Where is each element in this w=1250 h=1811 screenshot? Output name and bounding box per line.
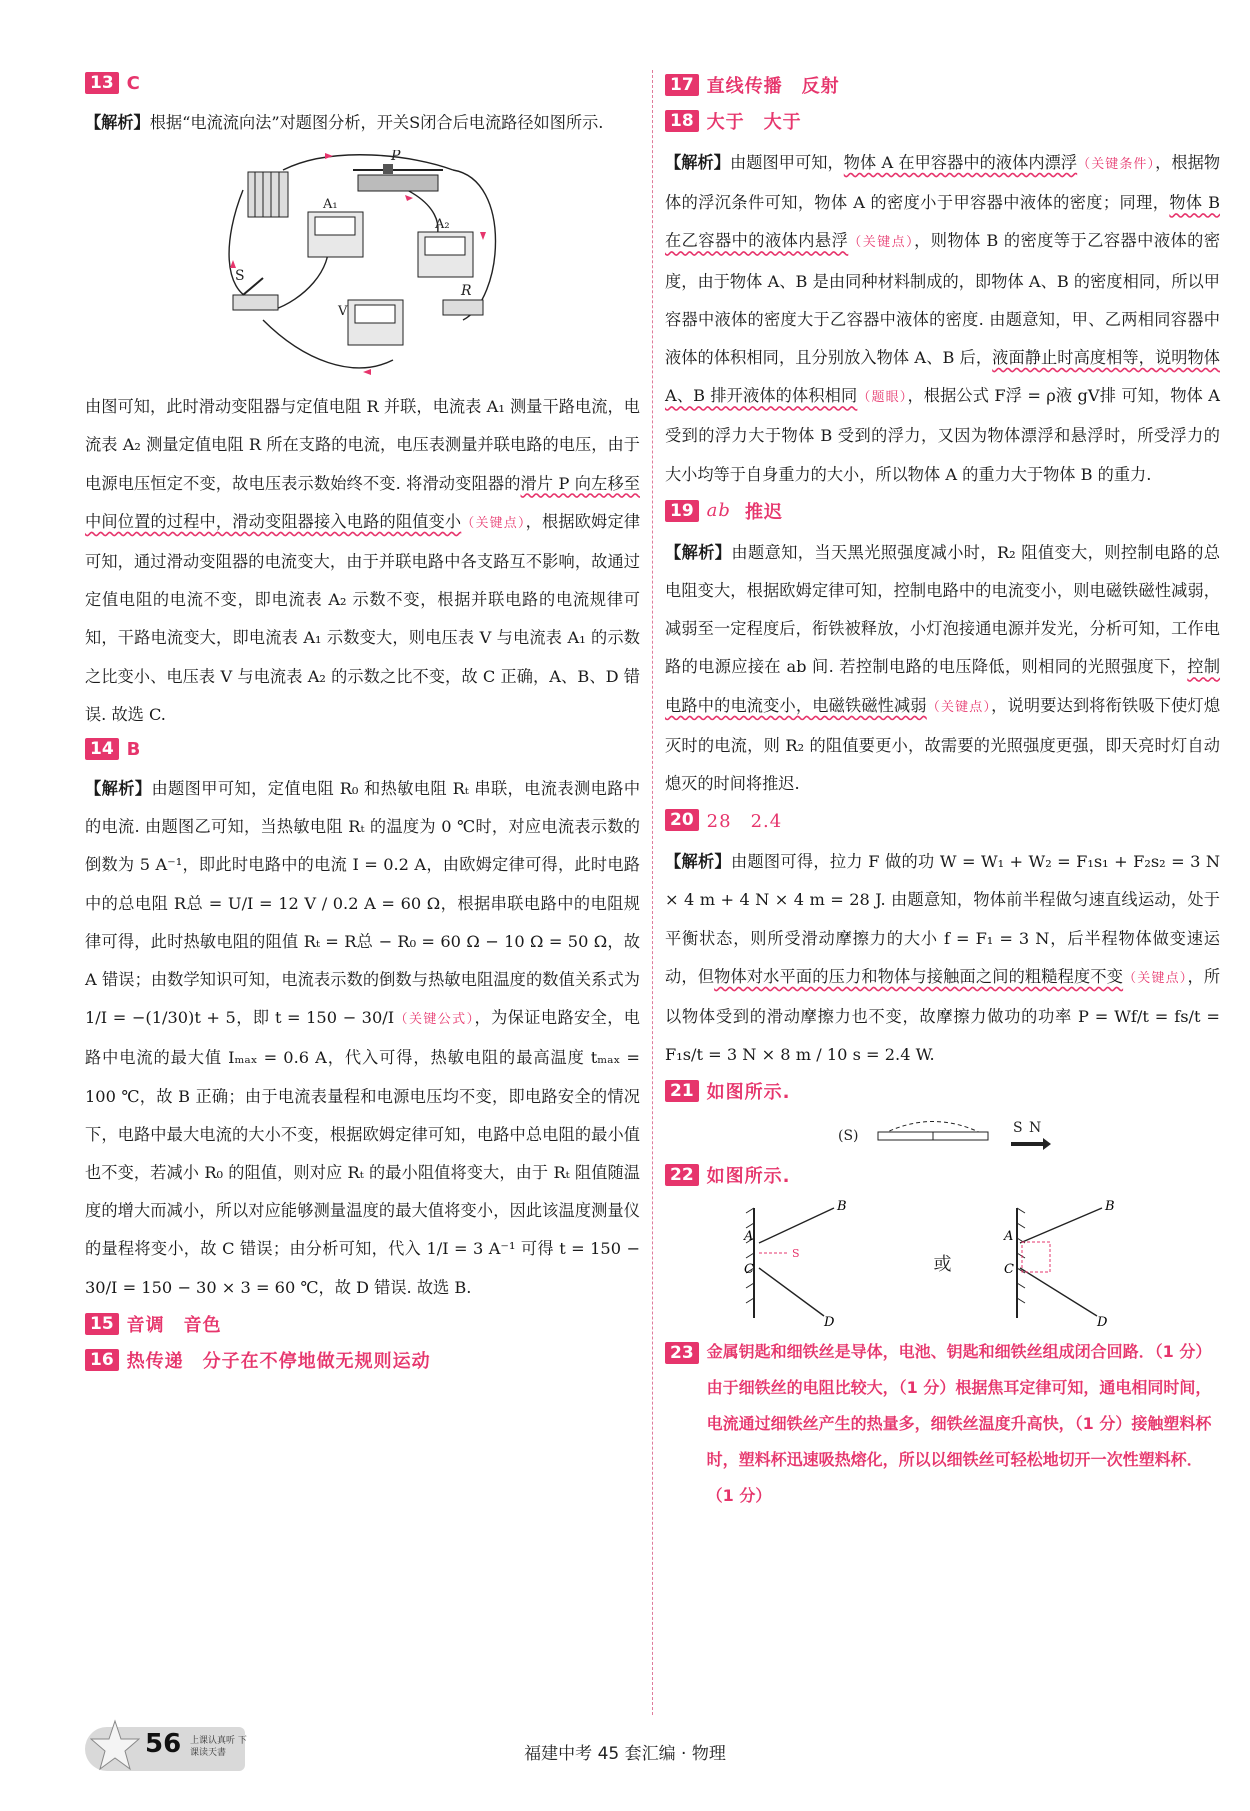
answer: 大于 大于 <box>706 112 802 133</box>
q19-analysis: 【解析】由题意知，当天黑光照强度减小时，R₂ 阻值变大，则控制电路的总电阻变大，根据欧姆定律可知，控制电路中的电流变小，则电磁铁磁性减弱，减弱至一定程度后，衔铁被释放，小灯泡接通电源并发光，分析可知，工作电路的电源应接在 ab 间. 若控制电路的电压降低，则相同的光照强度下，控制电路中的电流变小，电磁铁磁性减弱（关键点），说明要达到将衔铁吸下使灯熄灭时的电流，则 R₂ 的阻值要更小，故需要的光照强度更强，即天亮时灯自动熄灭的时间将推迟. <box>665 542 1221 794</box>
label-d: D <box>823 1315 834 1329</box>
label-c: C <box>743 1262 754 1278</box>
slogan: 上课认真听 下课读天書 <box>190 1736 247 1758</box>
circuit-diagram <box>213 150 513 380</box>
rheostat-icon <box>353 164 443 191</box>
q13-intro: 【解析】根据“电流流向法”对题图分析，开关S闭合后电流路径如图所示. <box>85 113 604 132</box>
question-20-header <box>665 807 1220 833</box>
magnet-diagram <box>833 1114 1053 1154</box>
page-number: 56 <box>145 1729 182 1759</box>
question-number: 14 <box>85 738 119 760</box>
label-b: B <box>1104 1199 1115 1215</box>
label-a: A <box>1003 1229 1013 1245</box>
question-15-header <box>85 1311 640 1337</box>
left-column <box>85 70 640 1383</box>
question-number: 20 <box>665 809 699 831</box>
question-23 <box>665 1334 1220 1514</box>
label-c: C <box>1003 1262 1014 1278</box>
label-s: S <box>234 268 245 285</box>
ammeter-a2-icon <box>418 232 473 277</box>
battery-icon <box>248 172 288 217</box>
right-column <box>665 70 1220 1514</box>
compass-needle-icon <box>1011 1138 1051 1150</box>
question-13-header <box>85 72 640 94</box>
book-title: 福建中考 45 套汇编 · 物理 <box>524 1744 726 1764</box>
mirror-diagrams <box>665 1198 1220 1328</box>
question-19-header <box>665 498 1220 524</box>
label-a1: A₁ <box>322 197 338 213</box>
q20-analysis: 【解析】由题图可得，拉力 F 做的功 W = W₁ + W₂ = F₁s₁ + F₂s₂ = 3 N × 4 m + 4 N × 4 m = 28 J. 由题意知，物体前半程做匀速直线运动，处于平衡状态，则所受滑动摩擦力的大小 f = F₁ = 3 N，后半程物体做变速运动，但物体对水平面的压力和物体与接触面之间的粗糙程度不变（关键点），所以物体受到的滑动摩擦力也不变，故摩擦力做功的功率 P = Wf/t = fs/t = F₁s/t = 3 N × 8 m / 10 s = 2.4 W. <box>665 852 1221 1065</box>
column-divider <box>652 70 653 1715</box>
question-14-header <box>85 738 640 760</box>
label-v: V <box>337 304 347 320</box>
ammeter-a1-icon <box>308 212 363 257</box>
answer: 热传递 分子在不停地做无规则运动 <box>126 1350 431 1372</box>
question-21-header <box>665 1078 1220 1104</box>
label-s-image: S <box>791 1247 800 1261</box>
answer: 音调 音色 <box>126 1314 222 1336</box>
question-22-header <box>665 1162 1220 1188</box>
answer: B <box>126 738 142 760</box>
label-p: P <box>390 150 400 165</box>
question-number: 15 <box>85 1313 119 1335</box>
label-s: S <box>1012 1120 1023 1137</box>
answer: 直线传播 反射 <box>706 76 840 97</box>
answer: 28 2.4 <box>706 811 783 833</box>
question-16-header <box>85 1347 640 1373</box>
label-a: A <box>743 1229 753 1245</box>
question-number: 17 <box>665 74 699 96</box>
q13-analysis: 由图可知，此时滑动变阻器与定值电阻 R 并联，电流表 A₁ 测量干路电流，电流表 A₂ 测量定值电阻 R 所在支路的电流，电压表测量并联电路的电压，由于电源电压恒定不变，故电压表示数始终不变. 将滑动变阻器的滑片 P 向左移至中间位置的过程中，滑动变阻器接入电路的阻值变小（关键点），根据欧姆定律可知，通过滑动变阻器的电流变大，由于并联电路中各支路互不影响，故通过定值电阻的电流不变，即电流表 A₂ 示数不变，根据并联电路的电流规律可知，干路电流变大，即电流表 A₁ 示数变大，则电压表 V 与电流表 A₁ 的示数之比变小、电压表 V 与电流表 A₂ 的示数之比不变，故 C 正确，A、B、D 错误. 故选 C. <box>85 397 641 724</box>
or-label: 或 <box>933 1254 952 1276</box>
question-number: 21 <box>665 1080 699 1102</box>
q14-analysis: 【解析】由题图甲可知，定值电阻 R₀ 和热敏电阻 Rₜ 串联，电流表测电路中的电流. 由题图乙可知，当热敏电阻 Rₜ 的温度为 0 ℃时，对应电流表示数的倒数为 5 A⁻¹，即此时电路中的电流 I = 0.2 A，由欧姆定律可得，此时电路中的总电阻 R总 = U/I = 12 V / 0.2 A = 60 Ω，根据串联电路中的电阻规律可得，此时热敏电阻的阻值 Rₜ = R总 − R₀ = 60 Ω − 10 Ω = 50 Ω，故 A 错误；由数学知识可知，电流表示数的倒数与热敏电阻温度的数值关系式为 1/I = −(1/30)t + 5，即 t = 150 − 30/I（关键公式），为保证电路安全，电路中电流的最大值 Iₘₐₓ = 0.6 A，代入可得，热敏电阻的最高温度 tₘₐₓ = 100 ℃，故 B 正确；由于电流表量程和电源电压均不变，即电路安全的情况下，电路中最大电流的大小不变，根据欧姆定律可知，电路中总电阻的最小值也不变，若减小 R₀ 的阻值，则对应 Rₜ 的最小阻值将变大，由于 Rₜ 阻值随温度的增大而减小，所以对应能够测量温度的最大值将变小，因此该温度测量仪的量程将变小，故 C 错误；由分析可知，代入 1/I = 3 A⁻¹ 可得 t = 150 − 30/I = 150 − 30 × 3 = 60 ℃，故 D 错误. 故选 B. <box>85 779 641 1297</box>
answer: 如图所示. <box>706 1166 791 1188</box>
label-d: D <box>1096 1315 1107 1329</box>
label-b: B <box>836 1199 847 1215</box>
page-footer <box>0 1725 1250 1785</box>
question-18-header <box>665 108 1220 134</box>
answer: 推迟 <box>744 501 783 523</box>
mirror-diagram-2 <box>972 1198 1162 1328</box>
label-r: R <box>460 283 472 300</box>
question-number: 19 <box>665 500 699 522</box>
label-s-paren: (S) <box>837 1128 859 1145</box>
answer: C <box>126 72 141 94</box>
q18-analysis: 【解析】由题图甲可知，物体 A 在甲容器中的液体内漂浮（关键条件），根据物体的浮沉条件可知，物体 A 的密度小于甲容器中液体的密度；同理，物体 B 在乙容器中的液体内悬浮（关键点），则物体 B 的密度等于乙容器中液体的密度，由于物体 A、B 是由同种材料制成的，即物体 A、B 的密度相同，所以甲容器中液体的密度大于乙容器中液体的密度. 由题意知，甲、乙两相同容器中液体的体积相同，且分别放入物体 A、B 后，液面静止时高度相等，说明物体 A、B 排开液体的体积相同（题眼），根据公式 F浮 = ρ液 gV排 可知，物体 A 受到的浮力大于物体 B 受到的浮力，又因为物体漂浮和悬浮时，所受浮力的大小均等于自身重力的大小，所以物体 A 的重力大于物体 B 的重力. <box>665 153 1221 484</box>
voltmeter-icon <box>348 300 403 345</box>
question-number: 23 <box>665 1342 699 1364</box>
question-17-header <box>665 72 1220 98</box>
answer: 如图所示. <box>706 1082 791 1104</box>
question-number: 22 <box>665 1164 699 1186</box>
label-a2: A₂ <box>434 217 450 233</box>
question-number: 16 <box>85 1349 119 1371</box>
question-number: 18 <box>665 110 699 132</box>
mirror-diagram-1 <box>724 1198 914 1328</box>
question-number: 13 <box>85 72 119 94</box>
answer-ab: ab <box>706 500 731 522</box>
resistor-icon <box>443 300 483 315</box>
label-n: N <box>1028 1120 1041 1137</box>
q23-answer: 金属钥匙和细铁丝是导体，电池、钥匙和细铁丝组成闭合回路．（1 分）由于细铁丝的电阻比较大，（1 分）根据焦耳定律可知，通电相同时间，电流通过细铁丝产生的热量多，细铁丝温度升高快，（1 分）接触塑料杯时，塑料杯迅速吸热熔化，所以以细铁丝可轻松地切开一次性塑料杯．（1 分） <box>706 1342 1212 1506</box>
